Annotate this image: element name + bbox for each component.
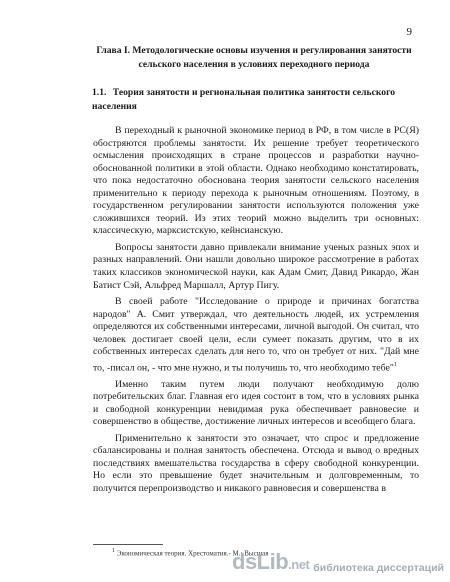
section-title: Теория занятости и региональная политика занятости сельского населения	[92, 87, 396, 112]
paragraph-text: В своей работе "Исследование о природе и причинах богатства народов" А. Смит утверждал, что деятельность людей, их устремления определяются их собственными интересами, личной выгодой. Он считал, что человек достигает своей цели, если сумеет показать другим, что в их собственных интересах сделать для него то, что он требует от них. "Дай мне то, -писал он, - что мне нужно, и ты получишь то, что необходимо тебе"	[93, 296, 419, 374]
site-watermark	[232, 551, 444, 576]
watermark-logo-text: dsLib	[232, 549, 289, 574]
paragraph: В переходный к рыночной экономике период в РФ, в том числе в РС(Я) обостряются проблемы занятости. Их решение требует теоретического осмысления происходящих в стране процессов и разработки научно-обоснованной политики в этой области. Однако необходимо констатировать, что пока недостаточно обоснована теория занятости сельского населения применительно к периоду перехода к рыночным отношениям. Поэтому, в государственном регулировании занятости используются положения уже сложившихся теорий. Из этих теорий можно выделить три основных: классическую, марксистскую, кейнсианскую.	[93, 125, 419, 237]
watermark-logo-suffix: .net	[288, 557, 310, 572]
footnote-text: Экономическая теория. Хрестоматия.- М.: Высшая	[116, 549, 269, 558]
footnote-marker: 1	[112, 548, 115, 554]
section-number: 1.1.	[92, 87, 107, 98]
watermark-tagline: библиотека диссертаций	[313, 561, 444, 574]
footnote-reference: 1	[393, 361, 397, 368]
paragraph: Именно таким путем люди получают необходимую долю потребительских благ. Главная его идея состоит в том, что в условиях рынка и свободной конкуренции невидимая рука обеспечивает равновесие и совершенство в обществе, достижение личных интересов и всеобщего блага.	[93, 378, 419, 428]
footnote-divider	[93, 544, 163, 545]
chapter-title: Глава I. Методологические основы изучения и регулирования занятости сельского населения в условиях переходного периода	[96, 45, 412, 70]
page-number: 9	[406, 26, 412, 38]
paragraph: Применительно к занятости это означает, что спрос и предложение сбалансированы и полная занятость обеспечена. Отсюда и вывод о вредных последствиях вмешательства государства в сферу свободной конкуренции. Но если это превышение будет значительным и долговременным, то получится перепроизводство и никакого равновесия и совершенства в	[93, 432, 419, 495]
watermark-logo	[232, 551, 309, 576]
paragraph	[93, 296, 419, 375]
section-heading	[92, 86, 422, 113]
body-text	[93, 125, 419, 496]
paragraph: Вопросы занятости давно привлекали внимание ученых разных эпох и разных направлений. Они нашли довольно широкое рассмотрение в работах таких классиков экономической науки, как Адам Смит, Давид Рикардо, Жан Батист Сэй, Альфред Маршалл, Артур Пигу.	[93, 241, 419, 291]
